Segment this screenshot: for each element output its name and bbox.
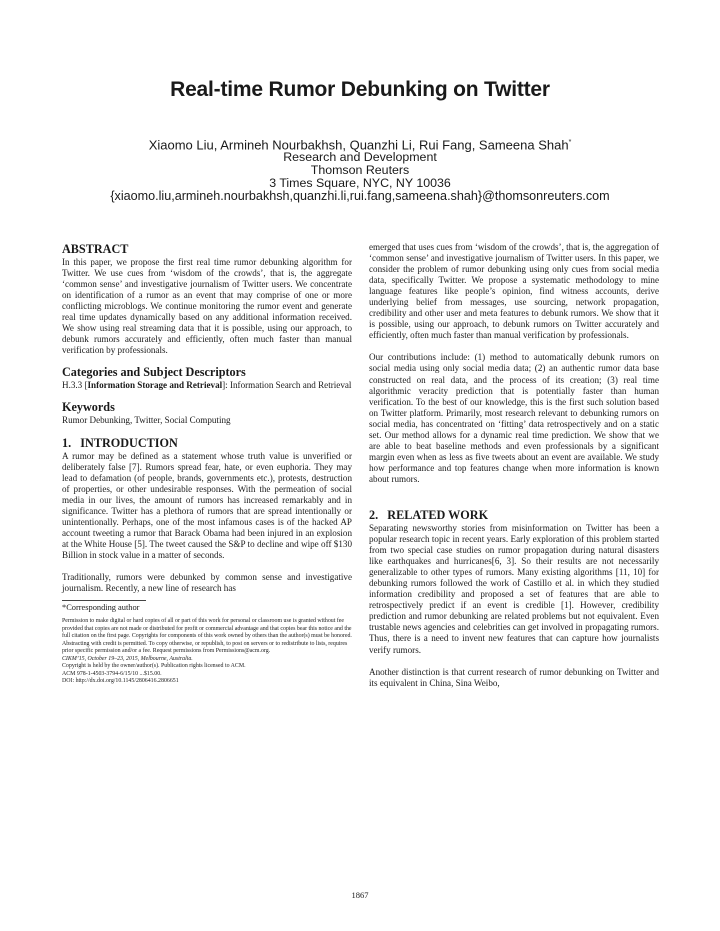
categories-rest: ]: Information Search and Retrieval xyxy=(222,380,352,391)
keywords-heading: Keywords xyxy=(62,400,115,415)
keywords-text: Rumor Debunking, Twitter, Social Computing xyxy=(62,415,231,426)
introduction-paragraph-2: Traditionally, rumors were debunked by common sense and investigative journalism. Recently, a new line of research has xyxy=(62,571,352,594)
footnote-rule xyxy=(62,600,146,601)
categories-code: H.3.3 [ xyxy=(62,380,88,391)
section-gap xyxy=(369,485,659,499)
permission-block xyxy=(62,618,352,686)
right-paragraph-1: emerged that uses cues from ‘wisdom of the crowds’, that is, the aggregation of ‘common sense’ and investigative journalism of Twitter users. In this paper, we consider the problem of rumor debunking using only cues from social media data, specifically Twitter. We propose a systematic methodology to mine language features like people’s opinion, find witness accounts, derive underlying belief from messages, use sourcing, network propagation, credibility and other user and meta features to debunk rumors. We show that it is possible, using our approach, to debunk rumors on Twitter accurately and efficiently, often much faster than manual verification by professionals. xyxy=(369,242,659,341)
copyright-line: Copyright is held by the owner/author(s). Publication rights licensed to ACM. xyxy=(62,663,246,670)
author-list: Xiaomo Liu, Armineh Nourbakhsh, Quanzhi Li, Rui Fang, Sameena Shah xyxy=(148,137,569,153)
categories-text xyxy=(62,380,352,391)
author-department: Research and Development xyxy=(283,150,437,165)
related-work-paragraph-1: Separating newsworthy stories from misinformation on Twitter has been a popular research topic in recent years. Early exploration of this problem started from two special case studies on rumor propagation during natural disasters like earthquakes and hurricanes[6, 3]. So their results are not necessarily generalizable to other types of rumors. Many existing algorithms [11, 10] for debunking rumors followed the work of Castillo et al. in which they studied information credibility and proposed a set of features that are able to retrospectively predict if an event is credible [1]. However, credibility prediction and rumor debunking are related problems but not equivalent. Even trustable news agencies and celebrities can get involved in propagating rumors. Thus, there is a need to invent new features that can capture how journalists verify rumors. xyxy=(369,522,659,655)
author-organization: Thomson Reuters xyxy=(310,163,410,178)
introduction-paragraph-1: A rumor may be defined as a statement whose truth value is unverified or deliberately false [7]. Rumors spread fear, hate, or even euphoria. They may lead to defamation (of people, brands, governments etc.), protests, destruction of properties, or other undesirable responses. With the permeation of social media in our lives, the amount of rumors has increased remarkably and in significance. Twitter has a plethora of rumors that are spread intentionally or unintentionally. Perhaps, one of the most infamous cases is of the hacked AP account tweeting a rumor that Barack Obama had been injured in an explosion at the White House [5]. The tweet caused the S&P to decline and wipe off $130 Billion in stock value in a matter of seconds. xyxy=(62,450,352,560)
author-names xyxy=(0,136,720,151)
paper-title: Real-time Rumor Debunking on Twitter xyxy=(170,78,550,101)
author-address: 3 Times Square, NYC, NY 10036 xyxy=(269,176,451,191)
categories-heading: Categories and Subject Descriptors xyxy=(62,365,246,380)
author-emails: {xiaomo.liu,armineh.nourbakhsh,quanzhi.li,rui.fang,sameena.shah}@thomsonreuters.com xyxy=(110,189,610,204)
abstract-text: In this paper, we propose the first real time rumor debunking algorithm for Twitter. We use cues from ‘wisdom of the crowds’, that is, the aggregate ‘common sense’ and investigative journalism of Twitter users. We concentrate on identification of a rumor as an event that may comprise of one or more conflicting microblogs. We continue monitoring the rumor event and generate real time updates dynamically based on any additional information received. We show using real streaming data that it is possible, using our approach, to debunk rumors accurately and efficiently, often much faster than manual verification by professionals. xyxy=(62,257,352,356)
doi-line: DOI: http://dx.doi.org/10.1145/2806416.2806651 xyxy=(62,678,179,685)
isbn-line: ACM 978-1-4503-3794-6/15/10 ...$15.00. xyxy=(62,670,162,677)
related-work-paragraph-2: Another distinction is that current research of rumor debunking on Twitter and its equivalent in China, Sina Weibo, xyxy=(369,666,659,688)
categories-bold: Information Storage and Retrieval xyxy=(87,380,223,391)
right-column xyxy=(369,242,659,689)
permission-text: Permission to make digital or hard copies of all or part of this work for personal or classroom use is granted without fee provided that copies are not made or distributed for profit or commercial advantage and that copies bear this notice and the full citation on the first page. Copyrights for components of this work owned by others than the author(s) must be honored. Abstracting with credit is permitted. To copy otherwise, or republish, to post on servers or to redistribute to lists, requires prior specific permission and/or a fee. Request permissions from Permissions@acm.org. xyxy=(62,618,352,655)
corresponding-mark: * xyxy=(568,139,572,146)
introduction-heading: 1. INTRODUCTION xyxy=(62,435,178,450)
author-block xyxy=(0,136,720,203)
right-paragraph-2: Our contributions include: (1) method to automatically debunk rumors on social media using only social media data; (2) an authentic rumor data base constructed on real data, and the process of its creation; (3) real time algorithmic veracity prediction that is potentially faster than human verification. To the best of our knowledge, this is the first such solution based on Twitter platform. Primarily, most research relevant to debunking rumors on social media, has concentrated on ‘fitting’ data retrospectively and on a static set. Our method allows for a dynamic real time prediction. We show that we are able to beat baseline methods and even professionals by a significant margin even when as less as five tweets about an event are available. We study how performance and top features change when more information is known about rumors. xyxy=(369,352,659,484)
corresponding-author-footnote: *Corresponding author xyxy=(62,603,140,613)
abstract-heading: ABSTRACT xyxy=(62,242,129,256)
page-number: 1867 xyxy=(351,890,369,900)
related-work-heading: 2. RELATED WORK xyxy=(369,507,489,522)
left-column xyxy=(62,242,352,686)
venue-line: CIKM’15, October 19–23, 2015, Melbourne, Australia. xyxy=(62,655,193,662)
